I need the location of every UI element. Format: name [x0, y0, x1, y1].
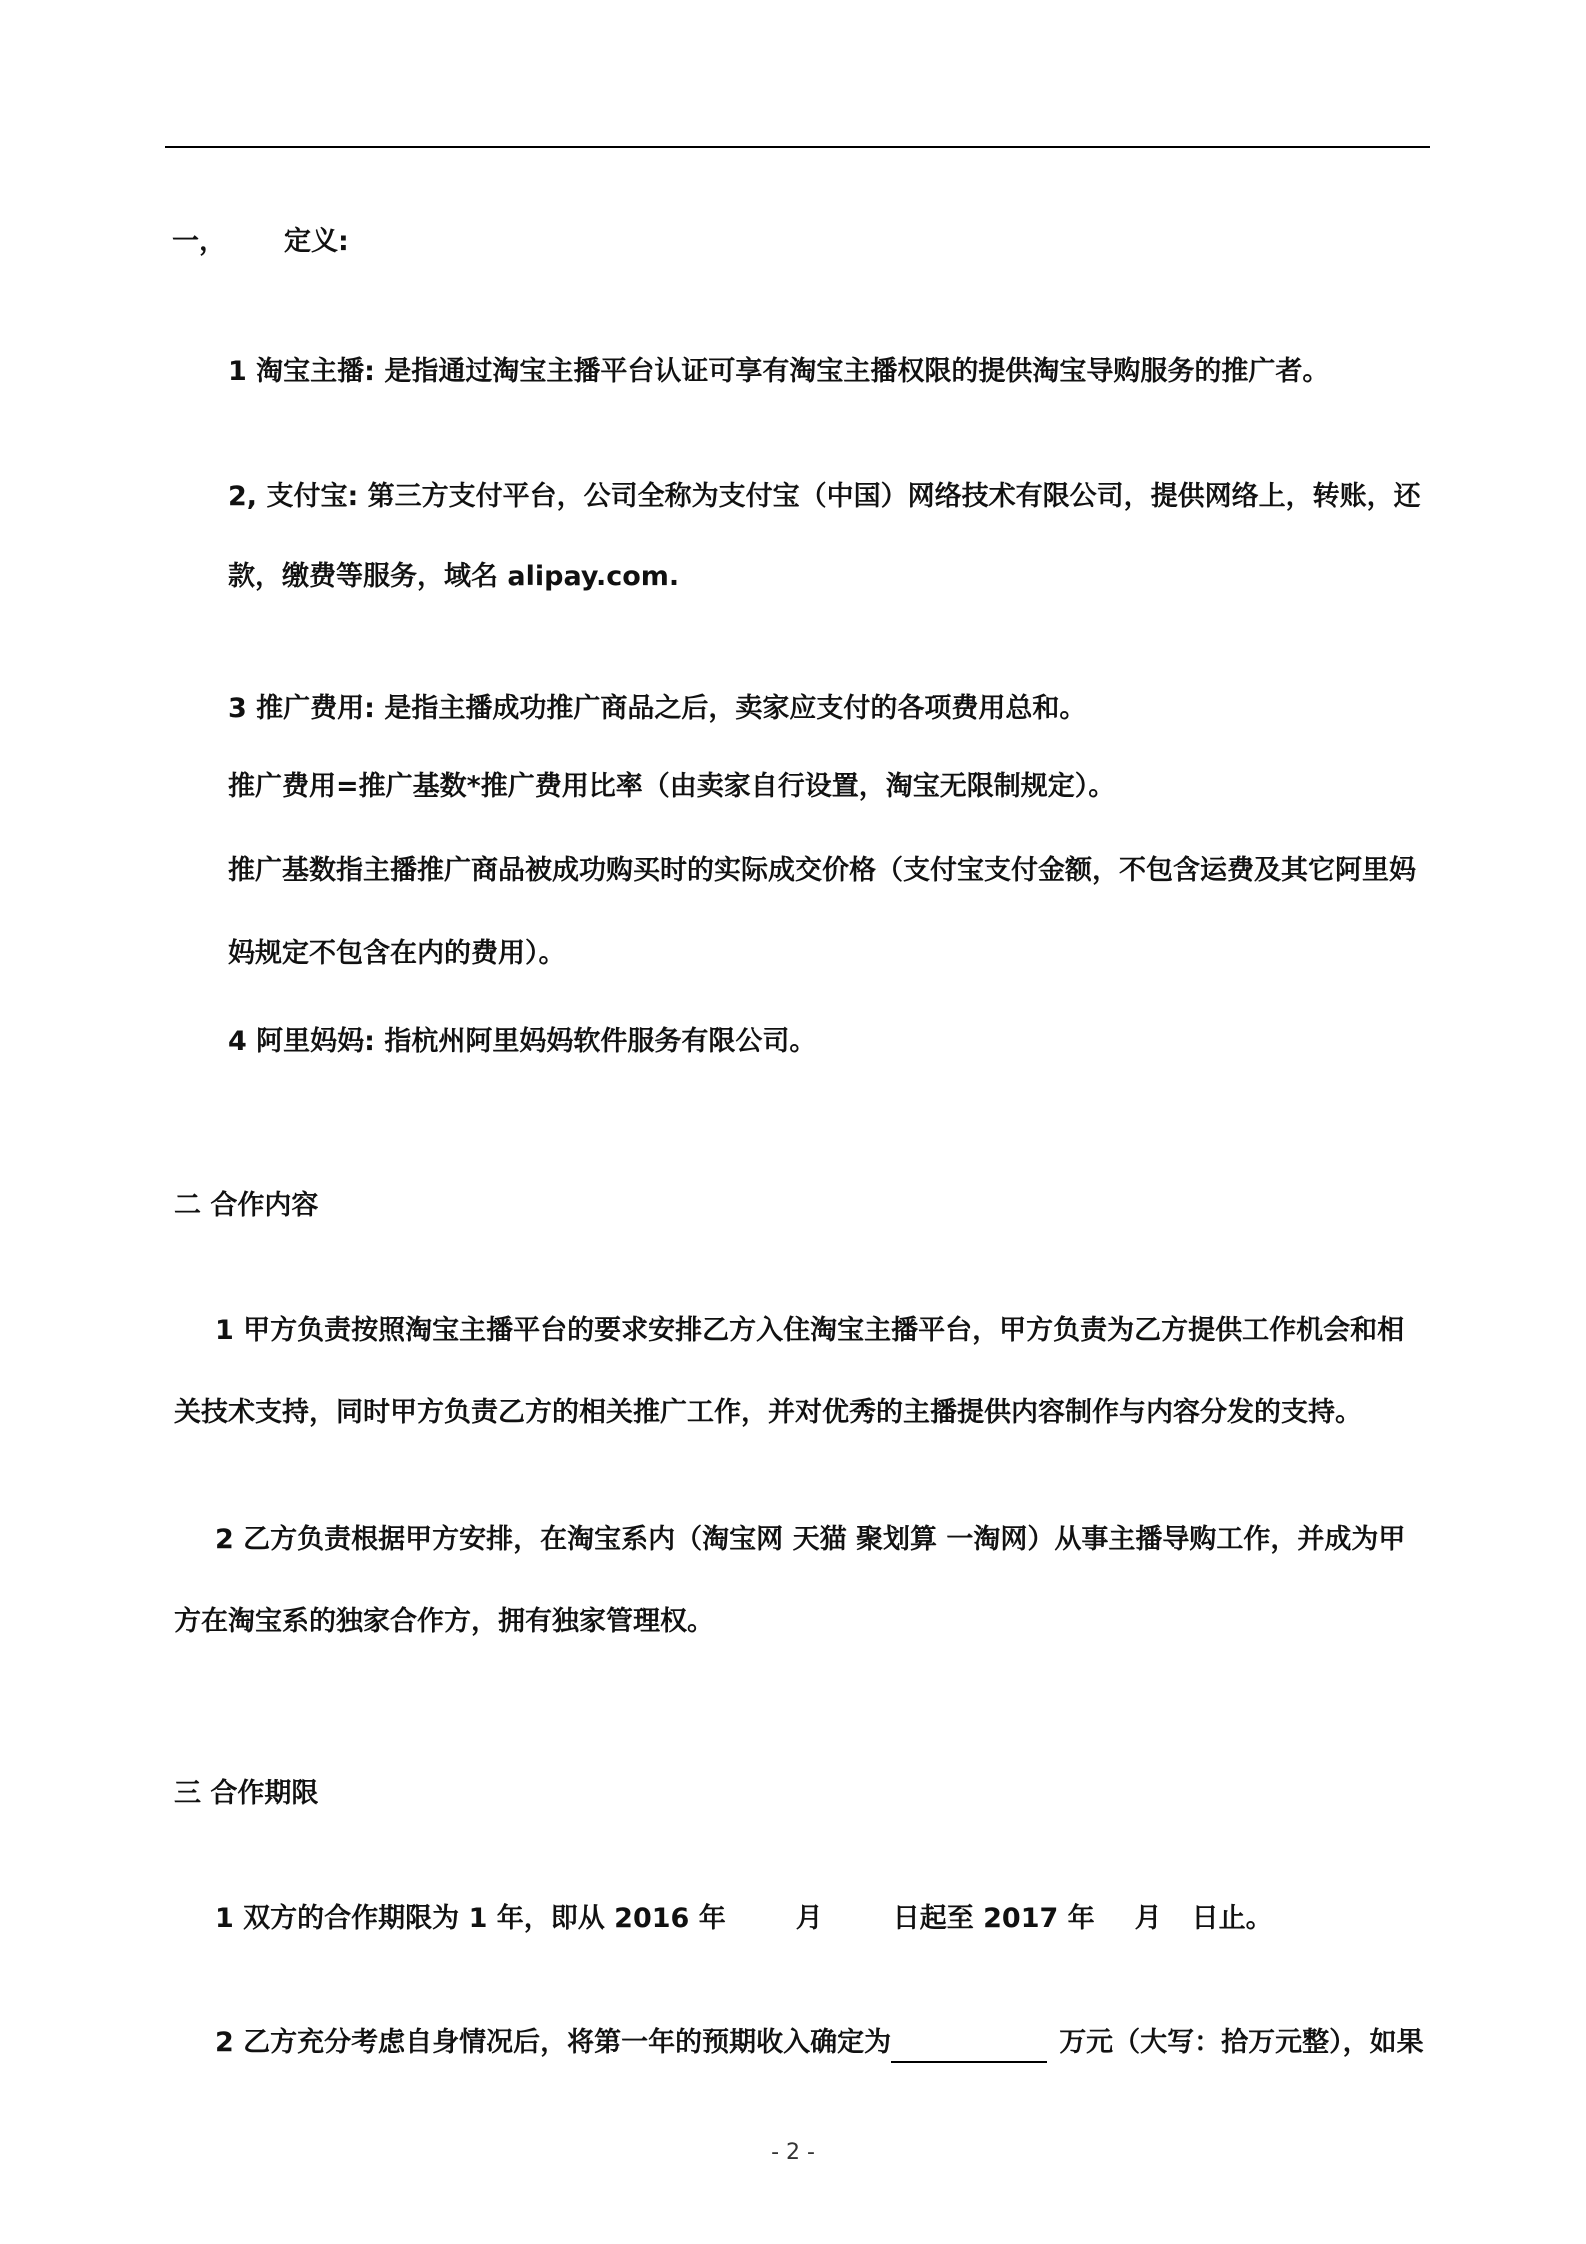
- income-text: 2 乙方充分考虑自身情况后，将第一年的预期收入确定为: [215, 2027, 892, 2058]
- definition-item-3-line3: 推广基数指主播推广商品被成功购买时的实际成交价格（支付宝支付金额，不包含运费及其它阿里妈: [228, 855, 1416, 886]
- start-month-label: 月: [795, 1903, 823, 1934]
- section3-title: 三 合作期限: [174, 1778, 319, 1809]
- header-rule: [165, 146, 1430, 148]
- definition-item-2-line1: 2, 支付宝: 第三方支付平台，公司全称为支付宝（中国）网络技术有限公司，提供网络上，转账，还: [228, 481, 1421, 512]
- cooperation-item-2-line2: 方在淘宝系的独家合作方，拥有独家管理权。: [174, 1606, 714, 1637]
- section1-title: 定义:: [284, 226, 349, 257]
- section2-title: 二 合作内容: [174, 1190, 319, 1221]
- definition-item-3-line2: 推广费用=推广基数*推广费用比率（由卖家自行设置，淘宝无限制规定）。: [228, 771, 1116, 802]
- income-unit-text: 万元（大写：拾万元整），如果: [1059, 2027, 1424, 2058]
- definition-item-2-line2: 款，缴费等服务，域名 alipay.com.: [228, 561, 680, 592]
- page-number: - 2 -: [771, 2140, 815, 2165]
- term-item-2: [215, 2023, 1424, 2063]
- definition-item-3-line1: 3 推广费用: 是指主播成功推广商品之后，卖家应支付的各项费用总和。: [228, 693, 1087, 724]
- income-blank-field[interactable]: [891, 2031, 1047, 2063]
- end-month-label: 月: [1134, 1903, 1162, 1934]
- definition-item-3-line4: 妈规定不包含在内的费用）。: [228, 938, 566, 969]
- definition-item-1: 1 淘宝主播: 是指通过淘宝主播平台认证可享有淘宝主播权限的提供淘宝导购服务的推广者。: [228, 356, 1330, 387]
- cooperation-item-1-line1: 1 甲方负责按照淘宝主播平台的要求安排乙方入住淘宝主播平台，甲方负责为乙方提供工作机会和相: [215, 1315, 1405, 1346]
- term-end-suffix: 日止。: [1191, 1903, 1273, 1934]
- term-item-1: [215, 1899, 1273, 1939]
- section1-number: 一，: [172, 226, 226, 257]
- definition-item-4: 4 阿里妈妈: 指杭州阿里妈妈软件服务有限公司。: [228, 1026, 817, 1057]
- cooperation-item-2-line1: 2 乙方负责根据甲方安排，在淘宝系内（淘宝网 天猫 聚划算 一淘网）从事主播导购工作，并成为甲: [215, 1524, 1406, 1555]
- term-start-text: 1 双方的合作期限为 1 年，即从 2016 年: [215, 1903, 726, 1934]
- cooperation-item-1-line2: 关技术支持，同时甲方负责乙方的相关推广工作，并对优秀的主播提供内容制作与内容分发的支持。: [174, 1397, 1362, 1428]
- term-end-text: 日起至 2017 年: [892, 1903, 1095, 1934]
